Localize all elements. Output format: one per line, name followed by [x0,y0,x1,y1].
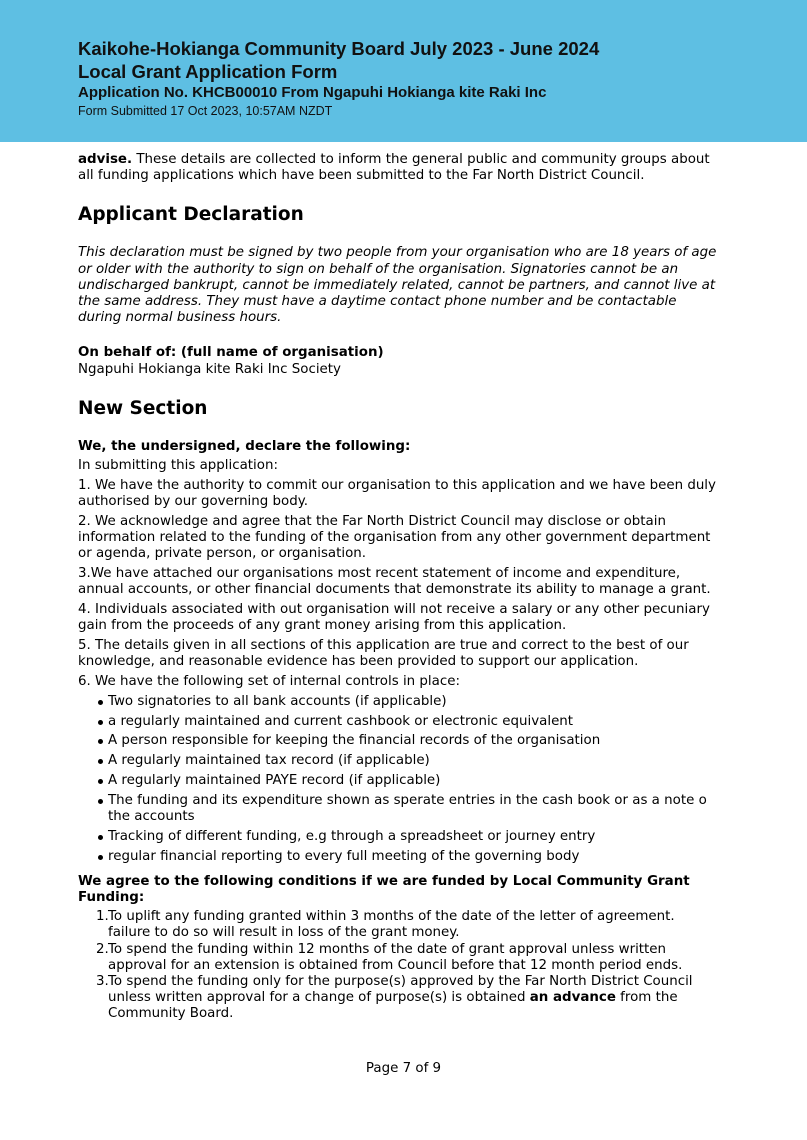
control-item: A person responsible for keeping the financial records of the organisation [98,733,718,749]
application-number: Application No. KHCB00010 From Ngapuhi Hokianga kite Raki Inc [78,84,547,101]
declaration-item: 1. We have the authority to commit our organisation to this application and we have been duly authorised by our governing body. [78,477,716,510]
declaration-item: 3.We have attached our organisations most recent statement of income and expenditure, annual accounts, or other financial documents that demonstrate its ability to manage a grant. [78,566,711,598]
declaration-note: This declaration must be signed by two people from your organisation who are 18 years of age or older with the authority to sign on behalf of the organisation. Signatories cannot be an undischarged bankrupt, cannot be immediately related, cannot be partners, and cannot live at the same address. They must have a daytime contact phone number and be contactable during normal business hours. [78,245,717,326]
condition-text: To spend the funding only for the purpose(s) approved by the Far North District Council unless written approval for a change of purpose(s) is obtained [108,974,693,1006]
submission-date: Form Submitted 17 Oct 2023, 10:57AM NZDT [78,104,333,118]
condition-text: To spend the funding within 12 months of the date of grant approval unless written approval for an extension is obtained from Council before that 12 month period ends. [108,941,683,973]
condition-item [96,974,718,1023]
control-item: A regularly maintained PAYE record (if applicable) [98,773,718,789]
condition-text-end: from the Community Board. [108,990,678,1022]
form-title: Local Grant Application Form [78,61,338,82]
declaration-heading: Applicant Declaration [78,204,304,226]
intro-text: These details are collected to inform the general public and community groups about all funding applications which have been submitted to the Far North District Council. [78,152,710,184]
declare-heading: We, the undersigned, declare the following: [78,438,411,454]
organisation-label: On behalf of: (full name of organisation) [78,345,384,361]
conditions-heading: We agree to the following conditions if we are funded by Local Community Grant Funding: [78,873,690,906]
intro-paragraph [78,152,718,184]
declaration-item: 5. The details given in all sections of this application are true and correct to the best of our knowledge, and reasonable evidence has been provided to support our application. [78,638,689,670]
board-title: Kaikohe-Hokianga Community Board July 2023 - June 2024 [78,38,600,59]
page-header [0,0,807,142]
submitting-intro: In submitting this application: [78,458,278,474]
condition-item [96,909,718,941]
declaration-item: 4. Individuals associated with out organisation will not receive a salary or any other pecuniary gain from the proceeds of any grant money arising from this application. [78,602,710,634]
control-item: Tracking of different funding, e.g through a spreadsheet or journey entry [98,829,718,845]
organisation-value: Ngapuhi Hokianga kite Raki Inc Society [78,361,341,377]
condition-number: 1. [96,909,109,925]
control-item: a regularly maintained and current cashbook or electronic equivalent [98,714,718,730]
condition-item [96,941,718,974]
condition-bold-text: an advance [529,990,616,1006]
internal-controls-list [78,694,718,865]
new-section-heading: New Section [78,397,208,419]
conditions-list [78,909,718,1022]
condition-number: 2. [96,941,109,957]
condition-number: 3. [96,974,109,990]
declaration-item: 6. We have the following set of internal controls in place: [78,674,460,690]
document-body [78,152,718,1023]
condition-text: To uplift any funding granted within 3 months of the date of the letter of agreement. failure to do so will result in loss of the grant money. [108,909,675,941]
control-item: Two signatories to all bank accounts (if applicable) [98,694,718,710]
control-item: The funding and its expenditure shown as sperate entries in the cash book or as a note o the accounts [98,793,718,825]
page-number: Page 7 of 9 [365,1061,442,1076]
intro-bold-lead: advise. [78,152,133,167]
control-item: regular financial reporting to every full meeting of the governing body [98,849,718,865]
control-item: A regularly maintained tax record (if applicable) [98,753,718,769]
declaration-item: 2. We acknowledge and agree that the Far North District Council may disclose or obtain information related to the funding of the organisation from any other government department or agenda, private person, or organisation. [78,513,711,562]
